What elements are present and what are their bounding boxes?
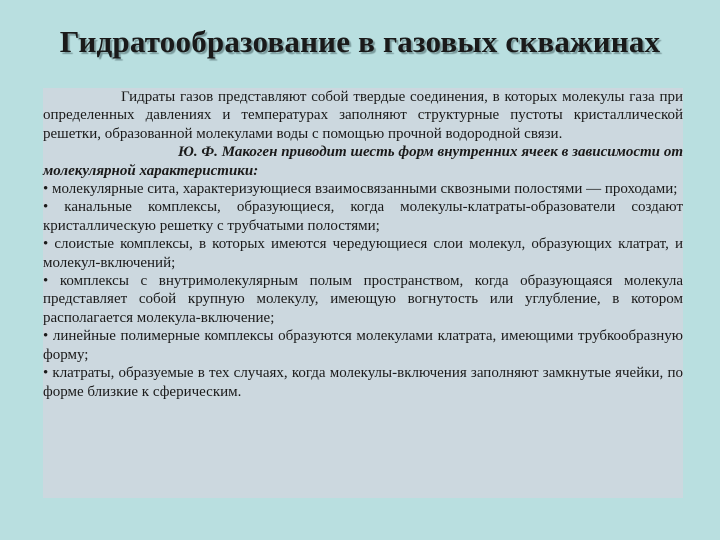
content-box — [43, 88, 683, 498]
list-item-clathrates: • клатраты, образуемые в тех случаях, когда молекулы-включения заполняют замкнутые ячейки, по форме близкие к сферическим. — [43, 365, 683, 400]
slide-title: Гидратообразование в газовых скважинах — [59, 24, 661, 59]
list-item-channel-complexes: • канальные комплексы, образующиеся, когда молекулы-клатраты-образователи создают кристаллическую решетку с трубчатыми полостями; — [43, 199, 683, 234]
makogen-note: Ю. Ф. Макоген приводит шесть форм внутренних ячеек в зависимости от молекулярной характеристики: — [43, 144, 683, 179]
list-item-intramolecular-complexes: • комплексы с внутримолекулярным полым пространством, когда образующаяся молекула представляет собой крупную молекулу, имеющую вогнутость или углубление, в котором располагается молекула-включение; — [43, 273, 683, 326]
intro-paragraph: Гидраты газов представляют собой твердые соединения, в которых молекулы газа при определенных давлениях и температурах заполняют структурные пустоты кристаллической решетки, образованной молекулами воды с помощью прочной водородной связи. — [43, 89, 683, 142]
list-item-layered-complexes: • слоистые комплексы, в которых имеются чередующиеся слои молекул, образующих клатрат, и молекул-включений; — [43, 236, 683, 271]
list-item-linear-polymer-complexes: • линейные полимерные комплексы образуются молекулами клатрата, имеющими трубкообразную форму; — [43, 328, 683, 363]
list-item-molecular-sieves: • молекулярные сита, характеризующиеся взаимосвязанными сквозными полостями — проходами; — [43, 181, 678, 198]
